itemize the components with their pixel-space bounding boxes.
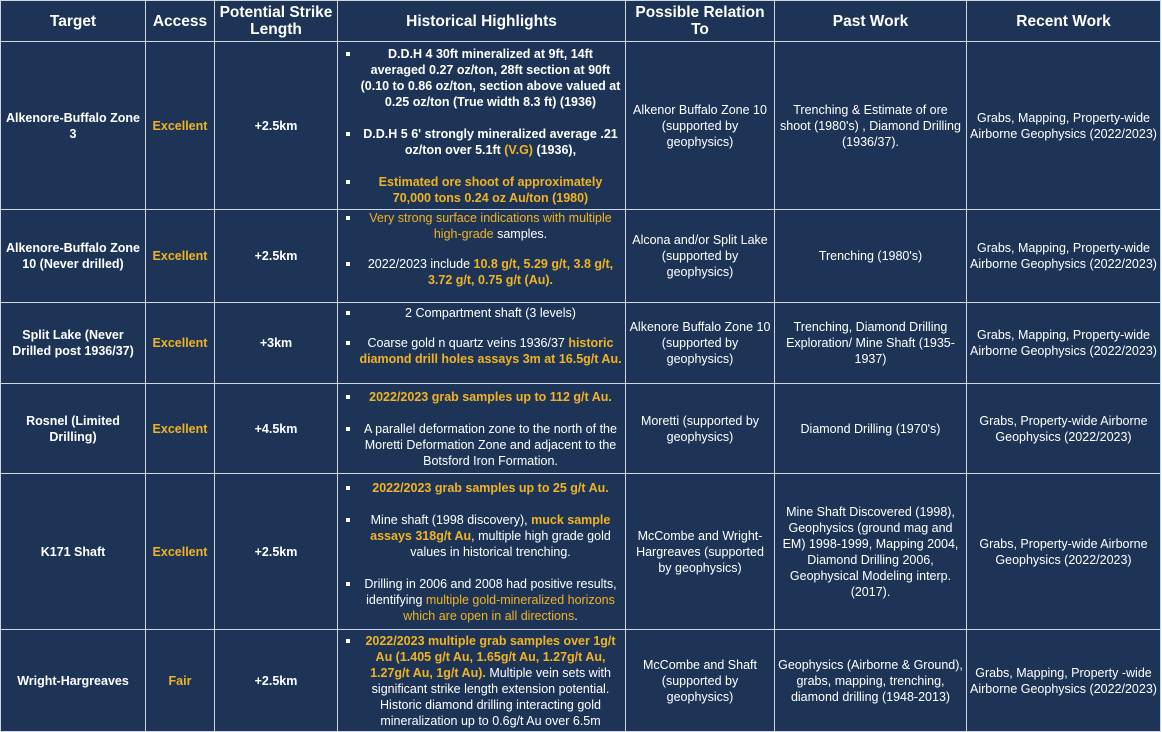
past-work-cell: Trenching, Diamond Drilling Exploration/ Mine Shaft (1935-1937) bbox=[775, 303, 967, 384]
historical-highlights-cell bbox=[338, 303, 626, 384]
highlight-bullet bbox=[341, 305, 622, 321]
historical-highlights-cell bbox=[338, 630, 626, 732]
strike-length-cell: +2.5km bbox=[215, 630, 338, 732]
highlight-bullet bbox=[341, 480, 622, 496]
highlight-bullet bbox=[341, 421, 622, 469]
header-past-work: Past Work bbox=[775, 1, 967, 42]
table-row bbox=[1, 303, 1161, 384]
target-cell: Wright-Hargreaves bbox=[1, 630, 146, 732]
highlight-bullet bbox=[341, 126, 622, 158]
highlight-text: muck sample assays 318g/t Au bbox=[370, 512, 611, 543]
recent-work-cell: Grabs, Mapping, Property -wide Airborne Geophysics (2022/2023) bbox=[967, 630, 1161, 732]
recent-work-cell: Grabs, Mapping, Property-wide Airborne Geophysics (2022/2023) bbox=[967, 303, 1161, 384]
header-target: Target bbox=[1, 1, 146, 42]
highlights-list bbox=[341, 480, 622, 624]
relation-cell: Alkenor Buffalo Zone 10 (supported by geophysics) bbox=[626, 42, 775, 210]
strike-length-cell: +2.5km bbox=[215, 42, 338, 210]
table-row bbox=[1, 210, 1161, 303]
header-historical-highlights: Historical Highlights bbox=[338, 1, 626, 42]
highlights-list bbox=[341, 305, 622, 367]
target-cell: Alkenore-Buffalo Zone 3 bbox=[1, 42, 146, 210]
strike-length-cell: +2.5km bbox=[215, 210, 338, 303]
highlight-text: Coarse gold n quartz veins 1936/37 bbox=[367, 336, 569, 350]
relation-cell: Alkenore Buffalo Zone 10 (supported by geophysics) bbox=[626, 303, 775, 384]
target-cell: Split Lake (Never Drilled post 1936/37) bbox=[1, 303, 146, 384]
highlight-text: multiple gold-mineralized horizons which are open in all directions bbox=[403, 592, 615, 623]
highlights-list bbox=[341, 389, 622, 469]
highlight-text: 2022/2023 grab samples up to 25 g/t Au. bbox=[372, 480, 609, 495]
highlight-bullet bbox=[341, 512, 622, 560]
highlight-bullet bbox=[341, 389, 622, 405]
header-possible-relation: Possible Relation To bbox=[626, 1, 775, 42]
highlight-text: samples. bbox=[493, 227, 548, 241]
target-cell: Alkenore-Buffalo Zone 10 (Never drilled) bbox=[1, 210, 146, 303]
header-strike-length: Potential Strike Length bbox=[215, 1, 338, 42]
highlight-text: Estimated ore shoot of approximately 70,000 tons 0.24 oz Au/ton (1980) bbox=[378, 174, 603, 205]
recent-work-cell: Grabs, Property-wide Airborne Geophysics (2022/2023) bbox=[967, 474, 1161, 630]
highlight-text: A parallel deformation zone to the north of the Moretti Deformation Zone and adjacent to the Botsford Iron Formation. bbox=[364, 421, 617, 468]
recent-work-cell: Grabs, Mapping, Property-wide Airborne Geophysics (2022/2023) bbox=[967, 42, 1161, 210]
historical-highlights-cell bbox=[338, 210, 626, 303]
strike-length-cell: +3km bbox=[215, 303, 338, 384]
highlight-text: 2022/2023 multiple grab samples over 1g/t Au (1.405 g/t Au, 1.65g/t Au, 1.27g/t Au, 1.27g/t Au, 1g/t Au). bbox=[365, 633, 616, 680]
highlight-text: historic diamond drill holes assays 3m at 16.5g/t Au. bbox=[359, 336, 622, 366]
highlight-text: D.D.H 4 30ft mineralized at 9ft, 14ft averaged 0.27 oz/ton, 28ft section at 90ft (0.10 to 0.86 oz/ton, section above valued at 0.25 oz/ton (True width 8.3 ft) (1936) bbox=[360, 46, 621, 109]
highlight-bullet bbox=[341, 335, 622, 367]
highlight-text: 10.8 g/t, 5.29 g/t, 3.8 g/t, 3.72 g/t, 0.75 g/t (Au). bbox=[427, 257, 614, 287]
target-cell: Rosnel (Limited Drilling) bbox=[1, 384, 146, 474]
past-work-cell: Diamond Drilling (1970's) bbox=[775, 384, 967, 474]
target-cell: K171 Shaft bbox=[1, 474, 146, 630]
recent-work-cell: Grabs, Property-wide Airborne Geophysics (2022/2023) bbox=[967, 384, 1161, 474]
highlights-list bbox=[341, 210, 622, 288]
access-cell: Excellent bbox=[146, 42, 215, 210]
access-cell: Excellent bbox=[146, 303, 215, 384]
historical-highlights-cell bbox=[338, 474, 626, 630]
highlight-text: Mine shaft (1998 discovery), bbox=[370, 512, 532, 527]
relation-cell: McCombe and Wright-Hargreaves (supported by geophysics) bbox=[626, 474, 775, 630]
relation-cell: McCombe and Shaft (supported by geophysics) bbox=[626, 630, 775, 732]
highlight-text: 2022/2023 grab samples up to 112 g/t Au. bbox=[369, 389, 612, 404]
table-row bbox=[1, 384, 1161, 474]
strike-length-cell: +4.5km bbox=[215, 384, 338, 474]
highlights-list bbox=[341, 633, 622, 729]
past-work-cell: Mine Shaft Discovered (1998), Geophysics (ground mag and EM) 1998-1999, Mapping 2004, Diamond Drilling 2006, Geophysical Modeling interp.(2017). bbox=[775, 474, 967, 630]
table-row bbox=[1, 474, 1161, 630]
relation-cell: Alcona and/or Split Lake (supported by geophysics) bbox=[626, 210, 775, 303]
access-cell: Excellent bbox=[146, 210, 215, 303]
highlight-bullet bbox=[341, 576, 622, 624]
highlight-text: , multiple high grade gold values in historical trenching. bbox=[410, 528, 611, 559]
table-row bbox=[1, 42, 1161, 210]
past-work-cell: Trenching & Estimate of ore shoot (1980's) , Diamond Drilling (1936/37). bbox=[775, 42, 967, 210]
past-work-cell: Geophysics (Airborne & Ground), grabs, mapping, trenching, diamond drilling (1948-2013) bbox=[775, 630, 967, 732]
highlight-text: 2022/2023 include bbox=[367, 257, 474, 271]
highlight-bullet bbox=[341, 633, 622, 729]
highlight-text: . bbox=[574, 608, 578, 623]
highlight-bullet bbox=[341, 256, 622, 288]
historical-highlights-cell bbox=[338, 384, 626, 474]
header-row bbox=[1, 1, 1161, 42]
highlight-bullet bbox=[341, 46, 622, 110]
access-cell: Excellent bbox=[146, 474, 215, 630]
table-row bbox=[1, 630, 1161, 732]
highlight-text: Drilling in 2006 and 2008 had positive results, identifying bbox=[364, 576, 617, 607]
recent-work-cell: Grabs, Mapping, Property-wide Airborne Geophysics (2022/2023) bbox=[967, 210, 1161, 303]
highlight-bullet bbox=[341, 210, 622, 242]
past-work-cell: Trenching (1980's) bbox=[775, 210, 967, 303]
header-access: Access bbox=[146, 1, 215, 42]
relation-cell: Moretti (supported by geophysics) bbox=[626, 384, 775, 474]
highlight-text: Multiple vein sets with significant strike length extension potential. Historic diamond drilling interacting gold mineralization up to 0.6g/t Au over 6.5m bbox=[371, 665, 611, 728]
strike-length-cell: +2.5km bbox=[215, 474, 338, 630]
highlight-text: D.D.H 5 6' strongly mineralized average .21 oz/ton over 5.1ft bbox=[363, 126, 618, 157]
access-cell: Fair bbox=[146, 630, 215, 732]
highlight-text: 2 Compartment shaft (3 levels) bbox=[405, 306, 576, 320]
highlight-text: Very strong surface indications with multiple high-grade bbox=[369, 211, 612, 241]
highlight-text: (1936), bbox=[532, 142, 577, 157]
header-recent-work: Recent Work bbox=[967, 1, 1161, 42]
historical-highlights-cell bbox=[338, 42, 626, 210]
highlight-bullet bbox=[341, 174, 622, 206]
highlight-text: (V.G) bbox=[504, 142, 533, 157]
access-cell: Excellent bbox=[146, 384, 215, 474]
highlights-list bbox=[341, 46, 622, 206]
